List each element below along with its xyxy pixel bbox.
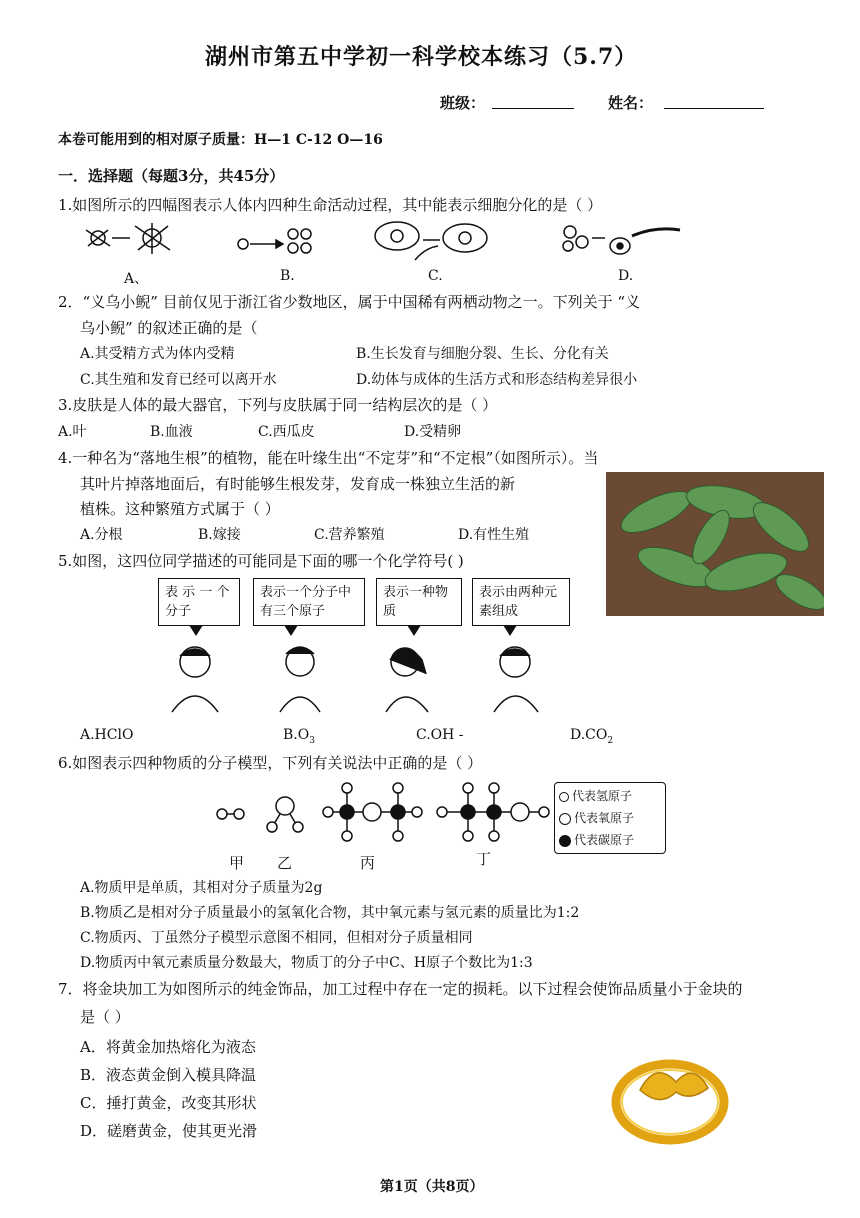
section-title: 一．选择题（每题3分，共45分）: [58, 167, 285, 185]
q4-option-d[interactable]: D.有性生殖: [458, 527, 530, 543]
q7-option-d[interactable]: D．磋磨黄金，使其更光滑: [80, 1122, 258, 1140]
class-field[interactable]: [492, 92, 574, 109]
hydrogen-icon: [559, 792, 569, 802]
q5-option-b[interactable]: $B.O_3$: [283, 727, 315, 746]
speech-bubble-4: 表示由两种元素组成: [472, 578, 570, 626]
question-4-stem-line3: 植株。这种繁殖方式属于（ ）: [80, 500, 280, 518]
q2-option-d[interactable]: D.幼体与成体的生活方式和形态结构差异很小: [356, 372, 638, 388]
atom-legend: 代表氢原子 代表氧原子 代表碳原子: [554, 782, 666, 854]
plant-photo: [606, 472, 824, 616]
q4-option-a[interactable]: A.分根: [80, 527, 123, 543]
q4-option-b[interactable]: B.嫁接: [198, 527, 241, 543]
carbon-icon: [559, 835, 571, 847]
q1-label-b: B.: [280, 268, 295, 284]
q3-option-b[interactable]: B.血液: [150, 424, 193, 440]
page-title: 湖州市第五中学初一科学校本练习（5.7）: [205, 44, 638, 70]
name-field[interactable]: [664, 92, 764, 109]
molecule-jia: [217, 809, 244, 819]
q7-option-b[interactable]: B．液态黄金倒入模具降温: [80, 1066, 257, 1084]
question-7-stem-line1: 7．将金块加工为如图所示的纯金饰品，加工过程中存在一定的损耗。以下过程会使饰品质量小于金块的: [58, 980, 743, 998]
q1-label-c: C.: [428, 268, 443, 284]
name-label: 姓名：: [608, 94, 654, 112]
question-5-stem: 5.如图，这四位同学描述的可能同是下面的哪一个化学符号( ): [58, 552, 464, 570]
question-2-stem-line2: 乌小鲵” 的叙述正确的是（: [80, 319, 258, 337]
molecule-bing: [323, 783, 422, 841]
q2-option-a[interactable]: A.其受精方式为体内受精: [80, 346, 235, 362]
student-3: [386, 648, 428, 712]
student-4: [494, 647, 538, 712]
q3-option-c[interactable]: C.西瓜皮: [258, 424, 315, 440]
q6-option-a[interactable]: A.物质甲是单质，其相对分子质量为2g: [80, 880, 323, 896]
speech-bubble-1: 表 示 一 个分子: [158, 578, 240, 626]
q6-option-b[interactable]: B.物质乙是相对分子质量最小的氢氧化合物，其中氧元素与氢元素的质量比为1:2: [80, 905, 580, 921]
question-4-stem-line2: 其叶片掉落地面后，有时能够生根发芽，发育成一株独立生活的新: [80, 475, 516, 493]
cell-process-figures: [80, 218, 690, 268]
q3-option-a[interactable]: A.叶: [58, 424, 87, 440]
figure-d: [563, 226, 680, 254]
q4-option-c[interactable]: C.营养繁殖: [314, 527, 385, 543]
q6-option-c[interactable]: C.物质丙、丁虽然分子模型示意图不相同，但相对分子质量相同: [80, 930, 473, 946]
mol-label-yi: 乙: [277, 854, 293, 872]
question-1-stem: 1.如图所示的四幅图表示人体内四种生命活动过程，其中能表示细胞分化的是（ ）: [58, 196, 603, 214]
figure-a: [86, 223, 170, 254]
class-label: 班级：: [440, 94, 486, 112]
page-number: 第1页（共8页）: [380, 1179, 484, 1195]
figure-c: [375, 222, 487, 260]
speech-bubble-2: 表示一个分子中有三个原子: [253, 578, 365, 626]
q5-option-a[interactable]: A.HClO: [80, 727, 134, 743]
oxygen-icon: [559, 813, 571, 825]
question-7-stem-line2: 是（ ）: [80, 1008, 130, 1026]
molecule-ding: [437, 783, 549, 841]
mol-label-jia: 甲: [229, 854, 245, 872]
student-2: [280, 647, 320, 712]
gold-ring-image: [606, 1050, 736, 1150]
q2-option-c[interactable]: C.其生殖和发育已经可以离开水: [80, 372, 277, 388]
molecule-models: [210, 776, 555, 846]
q1-label-a: A、: [124, 271, 149, 287]
atomic-mass-note: 本卷可能用到的相对原子质量：H—1 C-12 O—16: [58, 132, 383, 148]
q1-label-d: D.: [618, 268, 634, 284]
molecule-yi: [267, 797, 303, 832]
mol-label-bing: 丙: [360, 854, 376, 872]
question-4-stem-line1: 4.一种名为“落地生根”的植物，能在叶缘生出“不定芽”和“不定根”（如图所示）。当: [58, 449, 599, 467]
q6-option-d[interactable]: D.物质丙中氧元素质量分数最大，物质丁的分子中C、H原子个数比为1:3: [80, 955, 533, 971]
q2-option-b[interactable]: B.生长发育与细胞分裂、生长、分化有关: [356, 346, 609, 362]
mol-label-ding: 丁: [476, 850, 492, 868]
question-2-stem-line1: 2．“义乌小鲵” 目前仅见于浙江省少数地区，属于中国稀有两栖动物之一。下列关于 “义: [58, 293, 641, 311]
q7-option-c[interactable]: C．捶打黄金，改变其形状: [80, 1094, 257, 1112]
student-1: [172, 647, 218, 712]
speech-bubble-3: 表示一种物质: [376, 578, 462, 626]
figure-b: [238, 229, 311, 253]
q5-option-c[interactable]: C.OH -: [416, 727, 464, 743]
students-illustration: [160, 640, 560, 720]
q7-option-a[interactable]: A．将黄金加热熔化为液态: [80, 1038, 256, 1056]
q3-option-d[interactable]: D.受精卵: [404, 424, 462, 440]
q5-option-d[interactable]: $D.CO_2$: [570, 727, 614, 746]
question-6-stem: 6.如图表示四种物质的分子模型，下列有关说法中正确的是（ ）: [58, 754, 483, 772]
question-3-stem: 3.皮肤是人体的最大器官，下列与皮肤属于同一结构层次的是（ ）: [58, 396, 498, 414]
